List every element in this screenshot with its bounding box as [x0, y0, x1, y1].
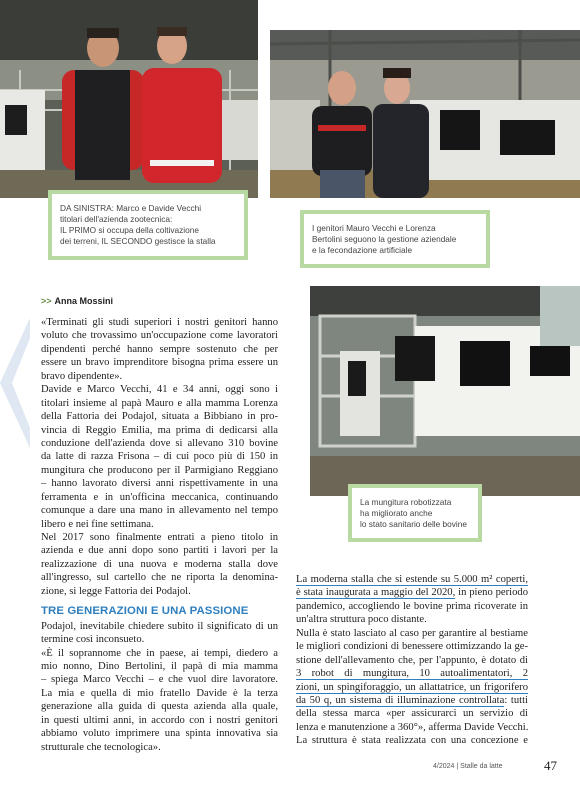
text-line: titolari insieme al papà Mauro e alla mamma Lorenza [41, 397, 278, 409]
text-line: «Terminati gli studi superiori i nostri genitori hanno [41, 317, 278, 328]
author-byline [41, 296, 113, 306]
text-line: abbiamo voluto imprimere una spinta innovativa sia [41, 728, 278, 740]
caption-line: ha migliorato anche [360, 508, 433, 518]
paragraph-podajol-answer [41, 647, 278, 755]
photo-milking-robot [310, 286, 580, 496]
article-right-column [296, 573, 528, 748]
text-line: libero e nei fine settimana. [41, 518, 154, 530]
caption-milking-robot [348, 484, 482, 542]
text-line: un'altra struttura poco distante. [296, 614, 427, 626]
paragraph-new-barn [41, 531, 278, 598]
text-line: Nel 2017 sono finalmente entrati a pieno titolo in [41, 532, 278, 544]
highlight-text: zioni, un spingiforaggio, un allattatrice, un frigorifero [296, 681, 528, 693]
author-name: Anna Mossini [54, 296, 114, 306]
magazine-name: Stalle da latte [460, 763, 503, 770]
text-line: Podajol, inevitabile chiedere subito il significato di un [41, 620, 278, 632]
page-footer [433, 763, 503, 770]
highlight-text: è stata inaugurata a maggio del 2020, [296, 587, 456, 599]
text-line: lenza e manutenzione a 360°», afferma Davide Vecchi. [296, 721, 529, 733]
photo-parents-illustration [270, 30, 580, 198]
text-line: mio nonno, Dino Bertolini, il papà di mia mamma [41, 661, 278, 673]
highlight-text: 3 robot di mungitura, 10 autoalimentatori, 2 [296, 668, 528, 680]
article-left-column [41, 316, 278, 754]
text-line: comunque a dare una mano in allevamento nel tempo [41, 505, 278, 517]
text-line: Davide e Marco Vecchi, 41 e 34 anni, oggi sono i [41, 384, 278, 396]
text-line: in questi ultimi anni, in accordo con i nostri genitori [41, 714, 278, 726]
text-line: all'ingresso, sul cartello che ne riporta la denomina- [41, 572, 278, 584]
text-line: strutturale che tecnologica». [41, 741, 161, 753]
photo-brothers-illustration [0, 0, 258, 198]
text-line: mungitura che producono per il Parmigiano Reggiano [41, 464, 278, 476]
text-line: – hanno lavorato diversi anni rispettivamente in una [41, 478, 278, 490]
text-line: ferramenta e in un'officina meccanica, continuando [41, 491, 278, 503]
text-line: le migliori condizioni di benessere ottimizzando la ge- [296, 641, 528, 653]
text-line: zione, si legge Fattoria dei Podajol. [41, 585, 191, 597]
caption-line: I genitori Mauro Vecchi e Lorenza [312, 223, 436, 233]
text-line: dipendenti perché hanno sempre sostenuto che per [41, 343, 278, 355]
text-line [296, 586, 528, 599]
text-line: stione dell'allevamento che, per l'appunto, è dotato di [296, 654, 528, 666]
text-line: – spiega Marco Vecchi – e che vuol dire lavoratore. [41, 674, 278, 686]
caption-line: IL PRIMO si occupa della coltivazione [60, 225, 199, 235]
highlight-text: La moderna stalla che si estende su 5.000 m² coperti, [296, 574, 528, 585]
text-fragment: : tutti [504, 694, 528, 706]
text-line: della stessa marca «per assicurarci un servizio di [296, 708, 528, 720]
text-line: termine così inconsueto. [41, 634, 145, 646]
text-line: da latte di razza Frisona – di cui poco più di 150 in [41, 451, 278, 463]
text-line: conduzione dell'azienda dove si allevano 310 bovine [41, 437, 278, 449]
caption-parents [300, 210, 490, 268]
text-line: Nulla è stato lasciato al caso per garantire al bestiame [296, 627, 528, 639]
caption-line: DA SINISTRA: Marco e Davide Vecchi [60, 203, 202, 213]
issue-number: 4/2024 [433, 763, 455, 770]
text-line: vincia di Reggio Emilia, ma prima di dedicarsi alla [41, 424, 278, 436]
text-line: voluto che trovassimo un'occupazione come lavoratori [41, 330, 278, 342]
text-line [296, 681, 528, 694]
caption-line: dei terreni, IL SECONDO gestisce la stalla [60, 236, 216, 246]
paragraph-owners [41, 383, 278, 531]
page-number: 47 [544, 758, 557, 773]
text-line: azienda e due anni dopo sono partiti i lavori per la [41, 545, 278, 557]
text-fragment: in pieno periodo [455, 587, 528, 599]
caption-line: e la fecondazione artificiale [312, 245, 413, 255]
text-line: generazione alla guida di questa azienda alla quale, [41, 701, 278, 713]
byline-marker: >> [41, 296, 52, 306]
caption-line: La mungitura robotizzata [360, 497, 452, 507]
text-line: bravo dipendente». [41, 370, 123, 382]
caption-brothers [48, 190, 248, 260]
text-line [296, 667, 528, 680]
text-line: pandemico, accogliendo le bovine prima ricoverate in [296, 600, 528, 612]
text-line: La mia e quella di mio fratello Davide è la terza [41, 687, 278, 699]
paragraph-intro-quote [41, 316, 278, 383]
caption-line: Bertolini seguono la gestione aziendale [312, 234, 457, 244]
caption-line: titolari dell'azienda zootecnica: [60, 214, 173, 224]
photo-milking-robot-illustration [310, 286, 580, 496]
arrow-decoration-icon [0, 318, 30, 448]
text-line: essere un bravo imprenditore bisogna prima essere un [41, 357, 278, 369]
text-line [296, 694, 528, 707]
text-line [296, 573, 528, 586]
caption-line: lo stato sanitario delle bovine [360, 519, 468, 529]
photo-brothers [0, 0, 258, 198]
paragraph-podajol-question [41, 620, 278, 647]
text-line: realizzazione di una nuova e moderna stalla dove [41, 558, 278, 570]
footer-separator: | [456, 763, 459, 770]
text-line: della Fattoria dei Podajol, situata a Bibbiano in pro- [41, 411, 278, 423]
highlight-text: da 50 q, un sistema di illuminazione controllata [296, 694, 505, 706]
text-line: «È il soprannome che in paese, ai tempi, diedero a [41, 647, 278, 659]
text-line: La struttura è stata realizzata con una concezione e [296, 735, 528, 747]
photo-parents [270, 30, 580, 198]
section-heading: TRE GENERAZIONI E UNA PASSIONE [41, 605, 249, 618]
